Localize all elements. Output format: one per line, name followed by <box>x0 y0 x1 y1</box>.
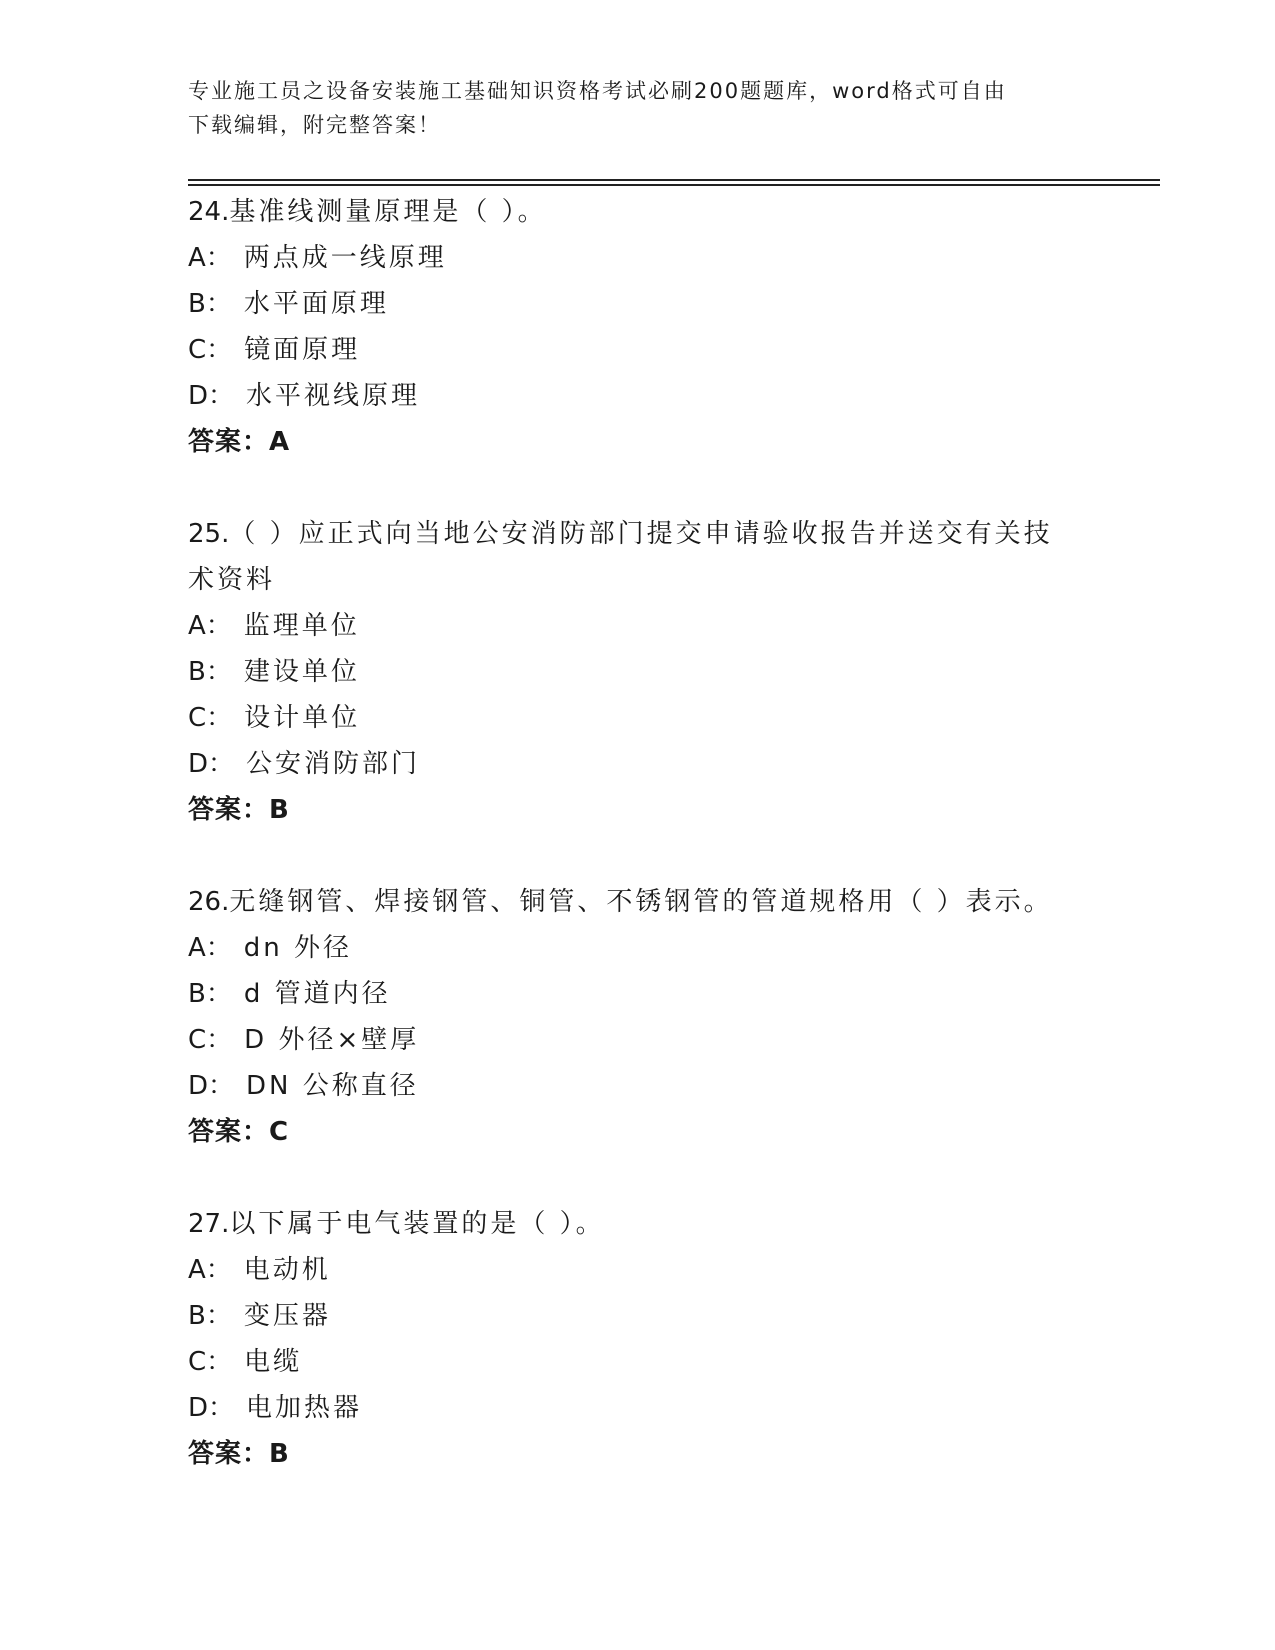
option-key: A： <box>188 1255 232 1285</box>
option-text: D 外径×壁厚 <box>244 1025 420 1055</box>
option-text: 两点成一线原理 <box>243 243 447 273</box>
option-text: DN 公称直径 <box>246 1071 419 1101</box>
option-text: 电加热器 <box>246 1393 363 1423</box>
document-header <box>188 74 1078 142</box>
question-24 <box>188 189 1078 465</box>
option-text: dn 外径 <box>243 933 353 963</box>
answer-value: B <box>269 795 289 825</box>
option-text: 监理单位 <box>243 611 360 641</box>
option-text: 建设单位 <box>243 657 360 687</box>
option-text: 电动机 <box>243 1255 331 1285</box>
option-text: 变压器 <box>243 1301 331 1331</box>
question-stem <box>188 189 1078 235</box>
option-key: A： <box>188 611 232 641</box>
option-key: D： <box>188 1393 235 1423</box>
option-b <box>188 281 1078 327</box>
option-key: B： <box>188 657 232 687</box>
option-c <box>188 695 1078 741</box>
option-text: 公安消防部门 <box>246 749 421 779</box>
spacer <box>188 465 1078 511</box>
option-key: D： <box>188 381 235 411</box>
option-a <box>188 1247 1078 1293</box>
question-list <box>188 189 1078 1477</box>
option-c <box>188 1017 1078 1063</box>
option-text: 水平面原理 <box>243 289 389 319</box>
question-27 <box>188 1201 1078 1477</box>
answer-line <box>188 1109 1078 1155</box>
answer-line <box>188 787 1078 833</box>
option-key: B： <box>188 979 232 1009</box>
option-key: D： <box>188 1071 235 1101</box>
question-text: 以下属于电气装置的是（ ）。 <box>229 1209 605 1239</box>
option-key: C： <box>188 335 233 365</box>
option-d <box>188 373 1078 419</box>
option-text: d 管道内径 <box>243 979 391 1009</box>
question-number: 27. <box>188 1209 230 1239</box>
option-b <box>188 649 1078 695</box>
question-text: （ ）应正式向当地公安消防部门提交申请验收报告并送交有关技 <box>229 519 1053 549</box>
answer-label: 答案： <box>188 795 270 825</box>
option-key: A： <box>188 243 232 273</box>
header-divider-bottom <box>188 184 1160 186</box>
option-text: 电缆 <box>244 1347 303 1377</box>
option-key: B： <box>188 289 232 319</box>
option-c <box>188 1339 1078 1385</box>
spacer <box>188 1155 1078 1201</box>
option-text: 水平视线原理 <box>246 381 421 411</box>
option-key: C： <box>188 703 233 733</box>
option-b <box>188 1293 1078 1339</box>
option-a <box>188 603 1078 649</box>
question-text: 基准线测量原理是（ ）。 <box>229 197 547 227</box>
option-a <box>188 925 1078 971</box>
option-key: A： <box>188 933 232 963</box>
question-number: 26. <box>188 887 230 917</box>
option-a <box>188 235 1078 281</box>
option-text: 设计单位 <box>244 703 361 733</box>
option-c <box>188 327 1078 373</box>
answer-line <box>188 419 1078 465</box>
answer-label: 答案： <box>188 1439 270 1469</box>
question-stem <box>188 879 1078 925</box>
question-number: 24. <box>188 197 230 227</box>
header-divider-top <box>188 179 1160 181</box>
answer-label: 答案： <box>188 1117 270 1147</box>
question-stem-continued: 术资料 <box>188 565 276 595</box>
option-key: B： <box>188 1301 232 1331</box>
header-line-2: 下载编辑，附完整答案！ <box>188 113 441 137</box>
option-d <box>188 1063 1078 1109</box>
question-25 <box>188 511 1078 833</box>
answer-value: B <box>269 1439 289 1469</box>
option-d <box>188 741 1078 787</box>
answer-label: 答案： <box>188 427 270 457</box>
option-b <box>188 971 1078 1017</box>
question-stem <box>188 511 1078 557</box>
answer-value: A <box>269 427 290 457</box>
question-stem <box>188 1201 1078 1247</box>
spacer <box>188 833 1078 879</box>
option-key: C： <box>188 1347 233 1377</box>
question-number: 25. <box>188 519 230 549</box>
header-line-1: 专业施工员之设备安装施工基础知识资格考试必刷200题题库，word格式可自由 <box>188 79 1007 103</box>
option-text: 镜面原理 <box>244 335 361 365</box>
answer-value: C <box>269 1117 289 1147</box>
option-key: C： <box>188 1025 233 1055</box>
question-text: 无缝钢管、焊接钢管、铜管、不锈钢管的管道规格用（ ）表示。 <box>229 887 1053 917</box>
answer-line <box>188 1431 1078 1477</box>
question-26 <box>188 879 1078 1155</box>
option-key: D： <box>188 749 235 779</box>
option-d <box>188 1385 1078 1431</box>
